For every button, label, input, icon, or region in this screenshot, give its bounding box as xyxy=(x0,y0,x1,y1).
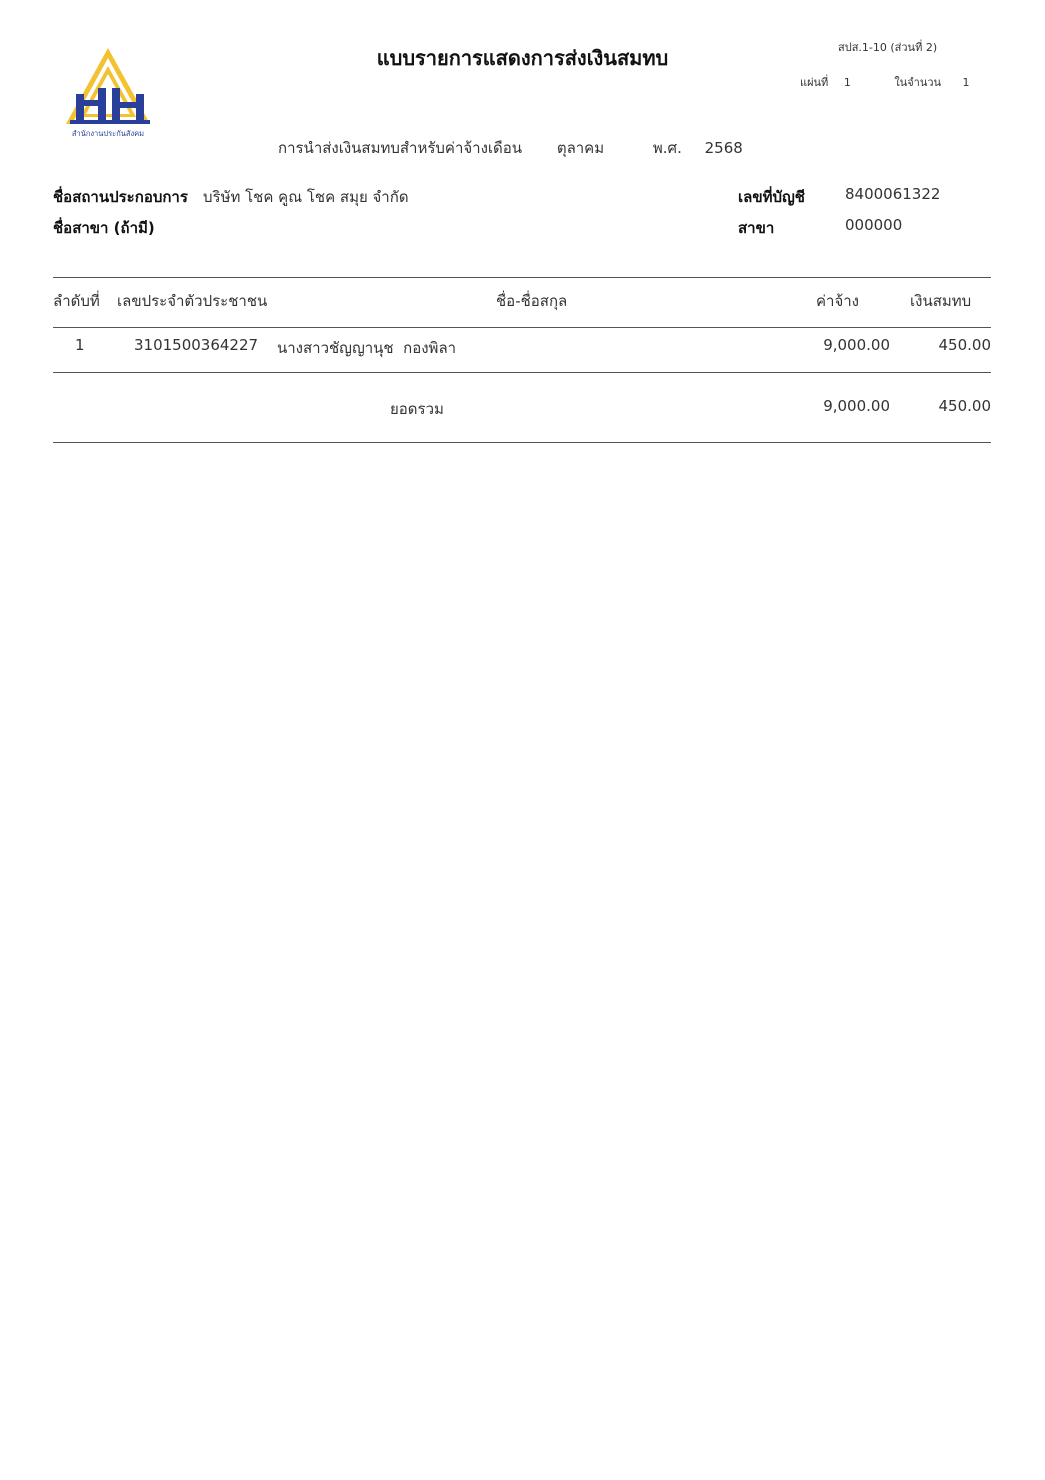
col-header-seq: ลำดับที่ xyxy=(53,292,100,310)
form-code: สปส.1-10 (ส่วนที่ 2) xyxy=(838,41,938,54)
total-sheets: 1 xyxy=(962,76,970,89)
total-contribution: 450.00 xyxy=(938,397,991,415)
month: ตุลาคม xyxy=(556,139,605,157)
table-bottom-rule xyxy=(53,442,991,443)
col-header-name: ชื่อ-ชื่อสกุล xyxy=(496,292,568,310)
header-bottom-rule xyxy=(53,327,991,328)
logo-caption: สำนักงานประกันสังคม xyxy=(71,129,145,138)
employer-name: บริษัท โชค คูณ โชค สมุย จำกัด xyxy=(203,188,409,206)
account-label: เลขที่บัญชี xyxy=(738,188,805,206)
branch-code-label: สาขา xyxy=(738,219,775,237)
year: 2568 xyxy=(704,139,743,157)
total-sheets-label: ในจำนวน xyxy=(894,76,942,89)
sheet-info xyxy=(800,73,970,91)
col-header-wage: ค่าจ้าง xyxy=(816,292,859,310)
branch-name-label: ชื่อสาขา (ถ้ามี) xyxy=(53,219,155,237)
col-header-contribution: เงินสมทบ xyxy=(910,292,972,310)
document-title: แบบรายการแสดงการส่งเงินสมทบ xyxy=(376,46,669,70)
total-wage: 9,000.00 xyxy=(823,397,890,415)
sheet-label: แผ่นที่ xyxy=(800,76,829,89)
row-contribution: 450.00 xyxy=(938,336,991,354)
row-name: นางสาวชัญญานุช กองพิลา xyxy=(277,339,457,357)
branch-code: 000000 xyxy=(845,216,903,234)
row-id-number: 3101500364227 xyxy=(134,336,259,354)
subtitle-label: การนำส่งเงินสมทบสำหรับค่าจ้างเดือน xyxy=(278,139,523,157)
row-wage: 9,000.00 xyxy=(823,336,890,354)
employer-name-label: ชื่อสถานประกอบการ xyxy=(53,188,188,206)
total-label: ยอดรวม xyxy=(390,400,444,418)
rows-bottom-rule xyxy=(53,372,991,373)
account-number: 8400061322 xyxy=(845,185,941,203)
subtitle-line xyxy=(278,136,743,160)
sheet-number: 1 xyxy=(843,76,851,89)
col-header-id: เลขประจำตัวประชาชน xyxy=(117,292,268,310)
row-seq: 1 xyxy=(75,336,85,354)
year-label: พ.ศ. xyxy=(652,139,682,157)
table-top-rule xyxy=(53,277,991,278)
